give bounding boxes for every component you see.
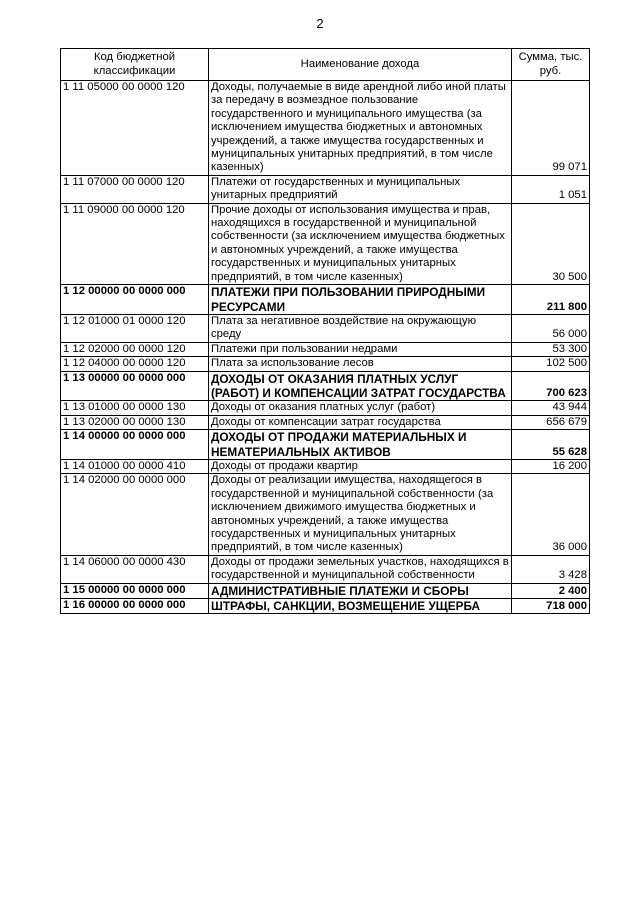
table-row bbox=[61, 314, 590, 342]
table-row-section bbox=[61, 285, 590, 315]
name-cell: ДОХОДЫ ОТ ПРОДАЖИ МАТЕРИАЛЬНЫХ И НЕМАТЕРИАЛЬНЫХ АКТИВОВ bbox=[209, 430, 512, 460]
code-cell: 1 16 00000 00 0000 000 bbox=[61, 599, 209, 614]
table-row bbox=[61, 175, 590, 203]
table-row bbox=[61, 555, 590, 583]
amount-cell: 53 300 bbox=[512, 342, 590, 356]
name-cell: Доходы от реализации имущества, находящегося в государственной и муниципальной собственности (за исключением движимого имущества бюджетных и автономных учреждений, а также имущества государственных и муниципальных унитарных предприятий, в том числе казенных) bbox=[209, 474, 512, 555]
code-cell: 1 13 00000 00 0000 000 bbox=[61, 371, 209, 401]
amount-cell: 43 944 bbox=[512, 401, 590, 415]
name-cell: Доходы от оказания платных услуг (работ) bbox=[209, 401, 512, 415]
table-row bbox=[61, 81, 590, 176]
table-body bbox=[61, 81, 590, 614]
code-cell: 1 14 00000 00 0000 000 bbox=[61, 430, 209, 460]
code-cell: 1 13 02000 00 0000 130 bbox=[61, 415, 209, 429]
table-header bbox=[61, 49, 590, 81]
code-cell: 1 15 00000 00 0000 000 bbox=[61, 583, 209, 598]
name-cell: Прочие доходы от использования имущества и прав, находящихся в государственной и муниципальной собственности (за исключением имущества бюджетных и автономных учреждений, а также имущества государственных и муниципальных унитарных предприятий, в том числе казенных) bbox=[209, 203, 512, 284]
amount-cell: 30 500 bbox=[512, 203, 590, 284]
code-cell: 1 12 04000 00 0000 120 bbox=[61, 357, 209, 371]
table-row bbox=[61, 203, 590, 284]
table-row-section bbox=[61, 583, 590, 598]
name-cell: Доходы от продажи квартир bbox=[209, 459, 512, 473]
name-cell: Доходы от компенсации затрат государства bbox=[209, 415, 512, 429]
name-cell: Платежи при пользовании недрами bbox=[209, 342, 512, 356]
table-row-section bbox=[61, 371, 590, 401]
amount-cell: 211 800 bbox=[512, 285, 590, 315]
table-row bbox=[61, 357, 590, 371]
header-amount: Сумма, тыс. руб. bbox=[512, 49, 590, 81]
page-number: 2 bbox=[316, 16, 324, 31]
name-cell: ШТРАФЫ, САНКЦИИ, ВОЗМЕЩЕНИЕ УЩЕРБА bbox=[209, 599, 512, 614]
code-cell: 1 12 01000 01 0000 120 bbox=[61, 314, 209, 342]
code-cell: 1 12 02000 00 0000 120 bbox=[61, 342, 209, 356]
code-cell: 1 14 02000 00 0000 000 bbox=[61, 474, 209, 555]
amount-cell: 36 000 bbox=[512, 474, 590, 555]
table-header-row bbox=[61, 49, 590, 81]
table-row bbox=[61, 474, 590, 555]
amount-cell: 3 428 bbox=[512, 555, 590, 583]
amount-cell: 656 679 bbox=[512, 415, 590, 429]
amount-cell: 1 051 bbox=[512, 175, 590, 203]
amount-cell: 718 000 bbox=[512, 599, 590, 614]
code-cell: 1 11 07000 00 0000 120 bbox=[61, 175, 209, 203]
name-cell: Доходы, получаемые в виде арендной либо иной платы за передачу в возмездное пользование государственного и муниципального имущества (за исключением имущества бюджетных и автономных учреждений, а также имущества государственных и муниципальных унитарных предприятий, в том числе казенных) bbox=[209, 81, 512, 176]
table-row bbox=[61, 415, 590, 429]
name-cell: Платежи от государственных и муниципальных унитарных предприятий bbox=[209, 175, 512, 203]
amount-cell: 56 000 bbox=[512, 314, 590, 342]
table-row bbox=[61, 459, 590, 473]
name-cell: Плата за негативное воздействие на окружающую среду bbox=[209, 314, 512, 342]
name-cell: АДМИНИСТРАТИВНЫЕ ПЛАТЕЖИ И СБОРЫ bbox=[209, 583, 512, 598]
header-code: Код бюджетной классификации bbox=[61, 49, 209, 81]
name-cell: Плата за использование лесов bbox=[209, 357, 512, 371]
name-cell: ДОХОДЫ ОТ ОКАЗАНИЯ ПЛАТНЫХ УСЛУГ (РАБОТ) И КОМПЕНСАЦИИ ЗАТРАТ ГОСУДАРСТВА bbox=[209, 371, 512, 401]
code-cell: 1 12 00000 00 0000 000 bbox=[61, 285, 209, 315]
code-cell: 1 11 05000 00 0000 120 bbox=[61, 81, 209, 176]
code-cell: 1 11 09000 00 0000 120 bbox=[61, 203, 209, 284]
header-name: Наименование дохода bbox=[209, 49, 512, 81]
table-row-section bbox=[61, 430, 590, 460]
revenue-table bbox=[60, 48, 590, 614]
table-row-section bbox=[61, 599, 590, 614]
table-row bbox=[61, 342, 590, 356]
code-cell: 1 14 06000 00 0000 430 bbox=[61, 555, 209, 583]
amount-cell: 55 628 bbox=[512, 430, 590, 460]
name-cell: ПЛАТЕЖИ ПРИ ПОЛЬЗОВАНИИ ПРИРОДНЫМИ РЕСУРСАМИ bbox=[209, 285, 512, 315]
code-cell: 1 14 01000 00 0000 410 bbox=[61, 459, 209, 473]
table-row bbox=[61, 401, 590, 415]
amount-cell: 700 623 bbox=[512, 371, 590, 401]
amount-cell: 2 400 bbox=[512, 583, 590, 598]
code-cell: 1 13 01000 00 0000 130 bbox=[61, 401, 209, 415]
name-cell: Доходы от продажи земельных участков, находящихся в государственной и муниципальной собственности bbox=[209, 555, 512, 583]
amount-cell: 102 500 bbox=[512, 357, 590, 371]
amount-cell: 16 200 bbox=[512, 459, 590, 473]
amount-cell: 99 071 bbox=[512, 81, 590, 176]
